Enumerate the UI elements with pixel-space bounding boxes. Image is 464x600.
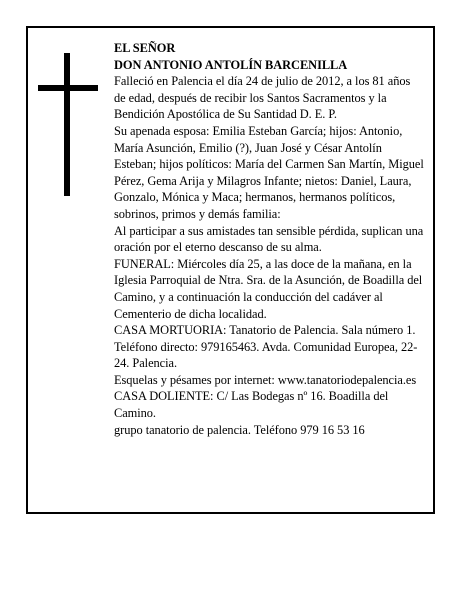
online-condolences: Esquelas y pésames por internet: www.tanatoriodepalencia.es bbox=[114, 372, 417, 387]
funeral-details: FUNERAL: Miércoles día 25, a las doce de la mañana, en la Iglesia Parroquial de Ntra. Sra. de la Asunción, de Boadilla del Camino, y a continuación la conducción del cadáver al Cementerio de dicha localidad. bbox=[114, 256, 423, 321]
funeral-group-contact: grupo tanatorio de palencia. Teléfono 979 16 53 16 bbox=[114, 422, 365, 437]
deceased-name: DON ANTONIO ANTOLÍN BARCENILLA bbox=[114, 57, 348, 72]
obituary-text bbox=[114, 40, 424, 438]
notice-heading-title: EL SEÑOR bbox=[114, 41, 176, 55]
cross-horizontal-bar bbox=[38, 85, 98, 91]
cross-icon bbox=[38, 53, 98, 196]
death-announcement: Falleció en Palencia el día 24 de julio de 2012, a los 81 años de edad, después de recibir los Santos Sacramentos y la Bendición Apostólica de Su Santidad D. E. P. bbox=[114, 74, 411, 122]
family-list: Su apenada esposa: Emilia Esteban García; hijos: Antonio, María Asunción, Emilio (?), Juan José y César Antolín Esteban; hijos políticos: María del Carmen San Martín, Miguel Pérez, Gema Arija y Milagros Infante; nietos: Daniel, Laura, Gonzalo, Mónica y Maca; hermanos, hermanos políticos, sobrinos, primos y demás familia: bbox=[114, 123, 424, 221]
family-home-address: CASA DOLIENTE: C/ Las Bodegas nº 16. Boadilla del Camino. bbox=[114, 389, 389, 421]
cross-vertical-bar bbox=[64, 53, 70, 196]
prayer-request: Al participar a sus amistades tan sensible pérdida, suplican una oración por el eterno descanso de su alma. bbox=[114, 223, 424, 255]
funeral-home-details: CASA MORTUORIA: Tanatorio de Palencia. Sala número 1. Teléfono directo: 979165463. Avda. Comunidad Europea, 22-24. Palencia. bbox=[114, 323, 418, 371]
